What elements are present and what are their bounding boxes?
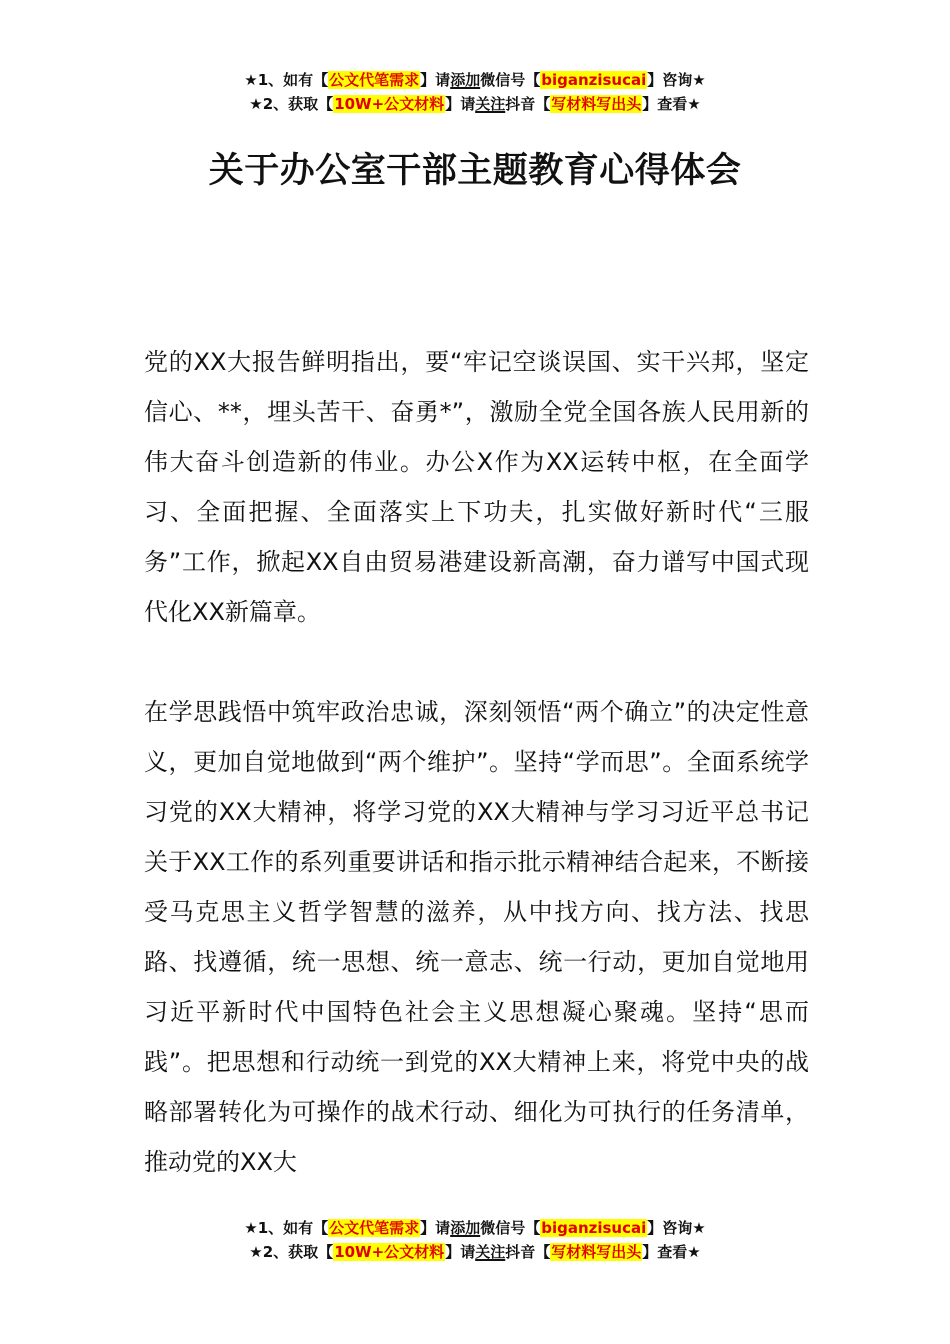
promo-line-2 bbox=[0, 92, 950, 116]
promo-1-prefix: ★1、如有【 bbox=[244, 71, 329, 89]
promo-2-mid: 】请 bbox=[445, 95, 476, 113]
promo-1-mid2: 微信号【 bbox=[480, 1219, 541, 1237]
promo-2-suffix: 】查看★ bbox=[642, 1243, 701, 1261]
header-promo-block bbox=[0, 68, 950, 116]
promo-2-mid2: 抖音【 bbox=[505, 95, 551, 113]
promo-2-highlight-materials: 10W+公文材料 bbox=[334, 1243, 445, 1261]
promo-2-mid2: 抖音【 bbox=[505, 1243, 551, 1261]
promo-2-highlight-douyin: 写材料写出头 bbox=[551, 1243, 642, 1261]
promo-1-highlight-wechat: biganzisucai bbox=[541, 71, 647, 89]
promo-2-highlight-materials: 10W+公文材料 bbox=[334, 95, 445, 113]
promo-2-prefix: ★2、获取【 bbox=[249, 95, 334, 113]
promo-1-mid2: 微信号【 bbox=[480, 71, 541, 89]
promo-1-highlight-wechat: biganzisucai bbox=[541, 1219, 647, 1237]
promo-2-prefix: ★2、获取【 bbox=[249, 1243, 334, 1261]
promo-line-1 bbox=[0, 68, 950, 92]
promo-2-underlined: 关注 bbox=[475, 95, 506, 113]
promo-2-underlined: 关注 bbox=[475, 1243, 506, 1261]
promo-2-mid: 】请 bbox=[445, 1243, 476, 1261]
body-paragraph-1-container bbox=[144, 337, 809, 637]
promo-1-highlight-service: 公文代笔需求 bbox=[329, 71, 420, 89]
promo-line-2 bbox=[0, 1240, 950, 1264]
footer-promo-block bbox=[0, 1216, 950, 1264]
body-paragraph: 党的XX大报告鲜明指出，要“牢记空谈误国、实干兴邦，坚定信心、**，埋头苦干、奋勇*”，激励全党全国各族人民用新的伟大奋斗创造新的伟业。办公X作为XX运转中枢，在全面学习、全面把握、全面落实上下功夫，扎实做好新时代“三服务”工作，掀起XX自由贸易港建设新高潮，奋力谱写中国式现代化XX新篇章。 bbox=[144, 348, 809, 626]
promo-1-prefix: ★1、如有【 bbox=[244, 1219, 329, 1237]
body-paragraph-2-container bbox=[144, 687, 809, 1187]
promo-2-highlight-douyin: 写材料写出头 bbox=[551, 95, 642, 113]
promo-1-mid: 】请 bbox=[420, 1219, 451, 1237]
promo-1-mid: 】请 bbox=[420, 71, 451, 89]
promo-1-underlined: 添加 bbox=[450, 1219, 481, 1237]
body-paragraph: 在学思践悟中筑牢政治忠诚，深刻领悟“两个确立”的决定性意义，更加自觉地做到“两个维护”。坚持“学而思”。全面系统学习党的XX大精神，将学习党的XX大精神与学习习近平总书记关于XX工作的系列重要讲话和指示批示精神结合起来，不断接受马克思主义哲学智慧的滋养，从中找方向、找方法、找思路、找遵循，统一思想、统一意志、统一行动，更加自觉地用习近平新时代中国特色社会主义思想凝心聚魂。坚持“思而践”。把思想和行动统一到党的XX大精神上来，将党中央的战略部署转化为可操作的战术行动、细化为可执行的任务清单，推动党的XX大 bbox=[144, 698, 809, 1176]
promo-1-suffix: 】咨询★ bbox=[647, 1219, 706, 1237]
promo-line-1 bbox=[0, 1216, 950, 1240]
promo-1-underlined: 添加 bbox=[450, 71, 481, 89]
promo-2-suffix: 】查看★ bbox=[642, 95, 701, 113]
promo-1-highlight-service: 公文代笔需求 bbox=[329, 1219, 420, 1237]
document-title: 关于办公室干部主题教育心得体会 bbox=[208, 151, 742, 191]
promo-1-suffix: 】咨询★ bbox=[647, 71, 706, 89]
